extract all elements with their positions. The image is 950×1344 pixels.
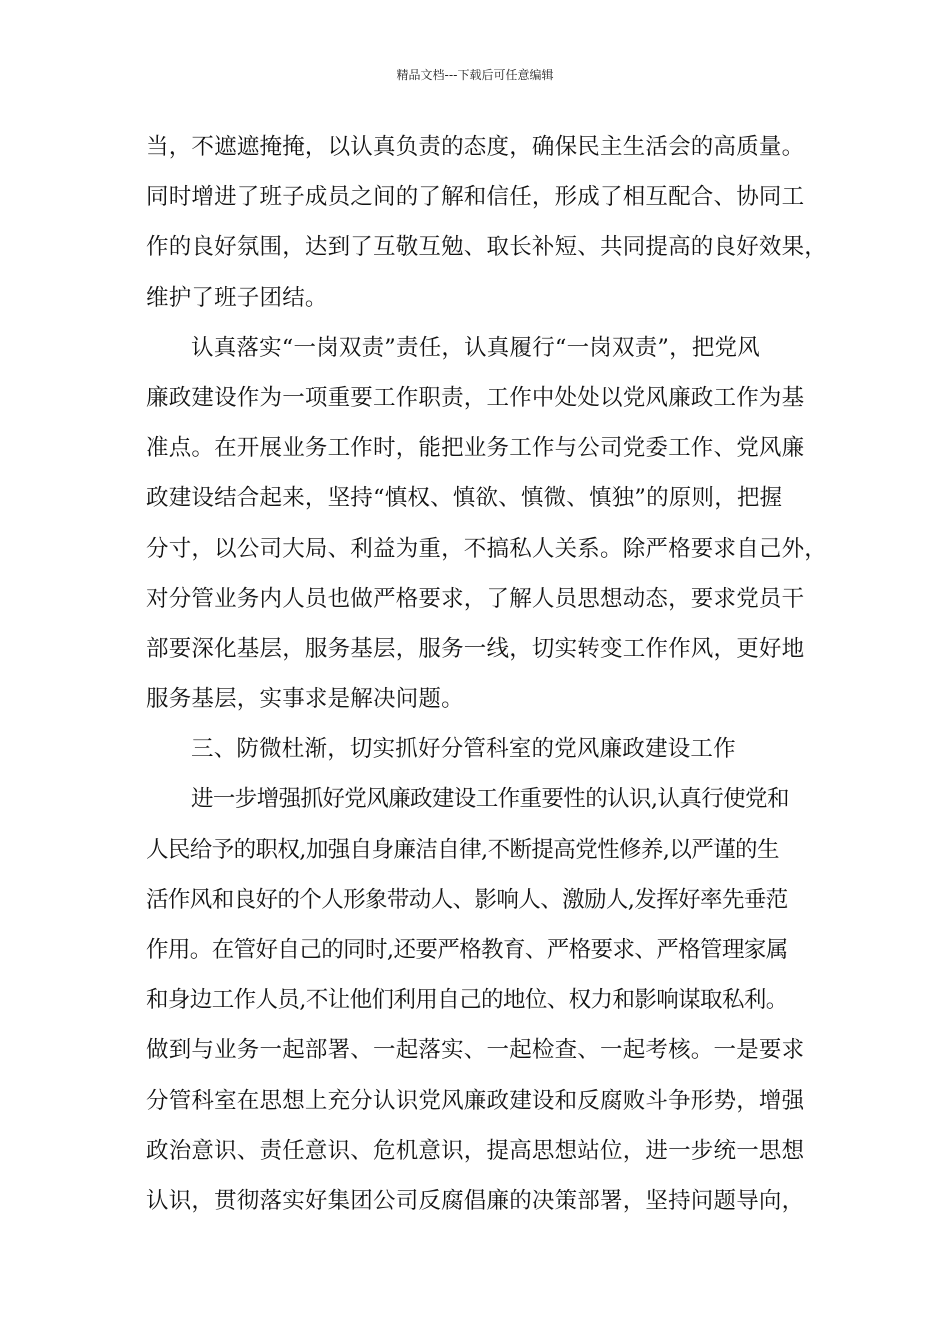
paragraph-line: 廉政建设作为一项重要工作职责，工作中处处以党风廉政工作为基 (146, 384, 805, 411)
paragraph-line: 政治意识、责任意识、危机意识，提高思想站位，进一步统一思想 (146, 1137, 805, 1164)
section-heading: 三、防微杜渐，切实抓好分管科室的党风廉政建设工作 (191, 736, 736, 763)
paragraph-line: 准点。在开展业务工作时，能把业务工作与公司党委工作、党风廉 (146, 435, 805, 462)
paragraph-line: 当，不遮遮掩掩，以认真负责的态度，确保民主生活会的高质量。 (146, 134, 805, 160)
paragraph-line: 活作风和良好的个人形象带动人、影响人、激励人,发挥好率先垂范 (146, 886, 788, 913)
paragraph-line: 政建设结合起来，坚持“慎权、慎欲、慎微、慎独”的原则，把握 (146, 485, 783, 512)
paragraph-line: 做到与业务一起部署、一起落实、一起检查、一起考核。一是要求 (146, 1037, 805, 1064)
paragraph-line: 进一步增强抓好党风廉政建设工作重要性的认识,认真行使党和 (191, 786, 789, 813)
paragraph-line: 作的良好氛围，达到了互敬互勉、取长补短、共同提高的良好效果， (146, 234, 828, 261)
paragraph-line: 分管科室在思想上充分认识党风廉政建设和反腐败斗争形势，增强 (146, 1087, 805, 1114)
paragraph-line: 认识，贯彻落实好集团公司反腐倡廉的决策部署，坚持问题导向， (146, 1187, 805, 1214)
paragraph-line: 作用。在管好自己的同时,还要严格教育、严格要求、严格管理家属 (146, 937, 788, 963)
body-text (146, 128, 836, 1232)
paragraph-line: 认真落实“一岗双责”责任，认真履行“一岗双责”，把党风 (191, 334, 760, 361)
paragraph-line: 维护了班子团结。 (146, 284, 328, 311)
paragraph-line: 服务基层，实事求是解决问题。 (146, 686, 464, 713)
page-header: 精品文档---下载后可任意编辑 (396, 68, 554, 82)
paragraph-line: 人民给予的职权,加强自身廉洁自律,不断提高党性修养,以严谨的生 (146, 836, 779, 863)
paragraph-line: 和身边工作人员,不让他们利用自己的地位、权力和影响谋取私利。 (146, 987, 788, 1014)
paragraph-line: 对分管业务内人员也做严格要求，了解人员思想动态，要求党员干 (146, 585, 805, 612)
paragraph-line: 同时增进了班子成员之间的了解和信任，形成了相互配合、协同工 (146, 184, 805, 211)
paragraph-line: 分寸，以公司大局、利益为重，不搞私人关系。除严格要求自己外， (146, 535, 828, 562)
paragraph-line: 部要深化基层，服务基层，服务一线，切实转变工作作风，更好地 (146, 635, 805, 662)
